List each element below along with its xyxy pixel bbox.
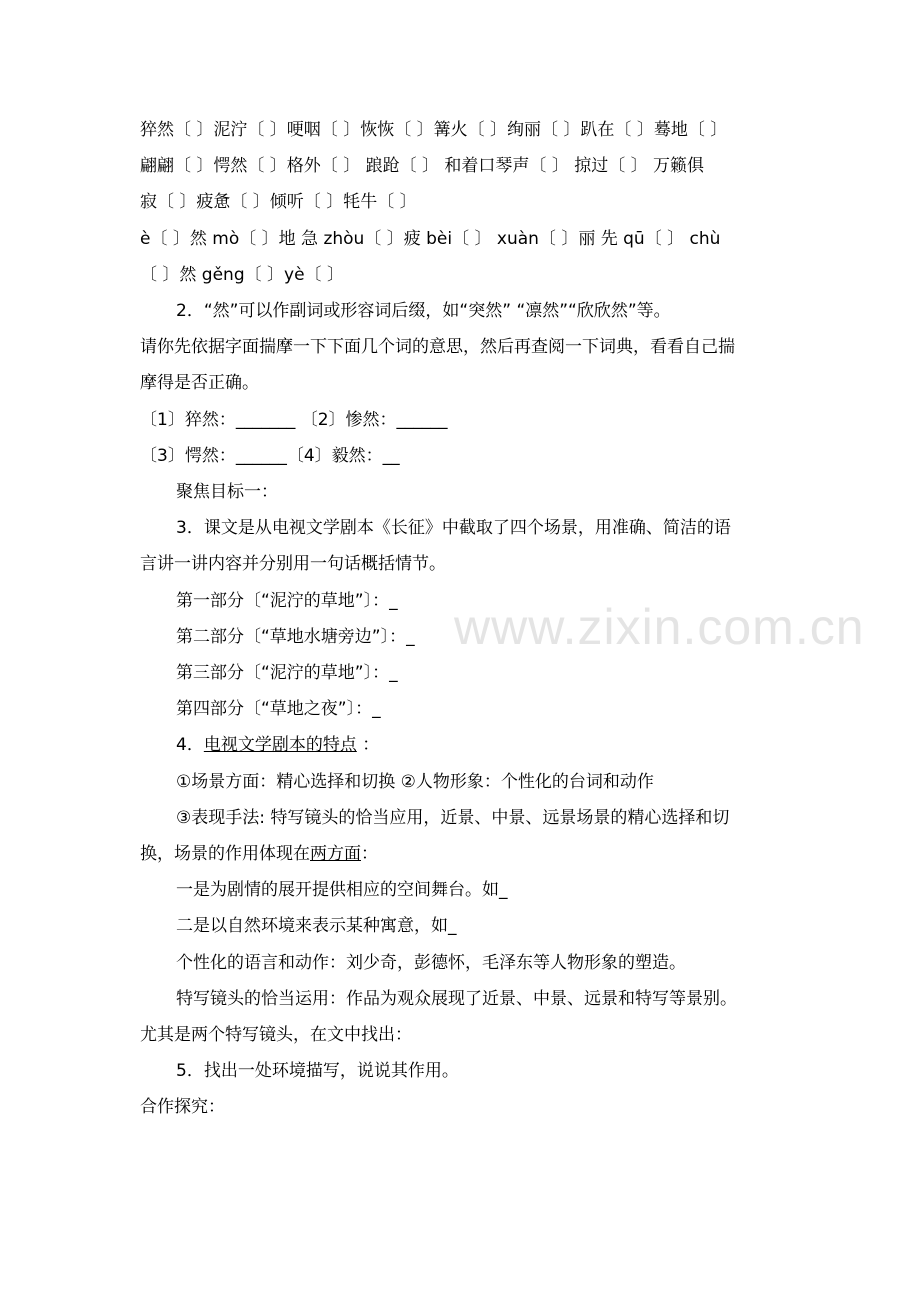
question-2: 2．“然”可以作副词或形容词后缀，如“突然” “凛然”“欣欣然”等。 — [176, 301, 671, 321]
vocab-line-1: 猝然〔 〕泥泞〔 〕哽咽〔 〕恢恢〔 〕篝火〔 〕绚丽〔 〕趴在〔 〕蓦地〔 〕 — [140, 120, 728, 140]
pinyin-line-1: è〔 〕然 mò〔 〕地 急 zhòu〔 〕疲 bèi〔 〕 xuàn〔 〕丽 先 qū〔 〕 chù — [140, 229, 721, 249]
section-heading: 聚焦目标一： — [176, 482, 278, 502]
pinyin-line-2: 〔 〕然 gěng〔 〕yè〔 〕 — [140, 265, 344, 285]
question-4-title: 电视文学剧本的特点 — [203, 735, 357, 755]
two-aspects: 两方面 — [310, 844, 361, 864]
question-4 — [176, 733, 856, 757]
aspect-1: 一是为剧情的展开提供相应的空间舞台。如_ — [176, 880, 508, 900]
part-4: 第四部分〔“草地之夜”〕：_ — [176, 699, 381, 719]
feature-3-cont-colon: ： — [361, 844, 378, 864]
question-5: 5．找出一处环境描写，说说其作用。 — [176, 1061, 459, 1081]
vocab-line-3: 寂〔 〕疲惫〔 〕倾听〔 〕牦牛〔 〕 — [140, 192, 417, 212]
question-4-colon: ： — [356, 735, 380, 755]
question-2-cont-1: 请你先依据字面揣摩一下下面几个词的意思，然后再查阅一下词典，看看自己揣 — [140, 337, 735, 357]
question-4-number: 4． — [176, 735, 204, 755]
feature-3: ③表现手法: 特写镜头的恰当应用，近景、中景、远景场景的精心选择和切 — [176, 808, 730, 828]
question-3-cont: 言讲一讲内容并分别用一句话概括情节。 — [140, 554, 446, 574]
part-2: 第二部分〔“草地水塘旁边”〕：_ — [176, 627, 415, 647]
character-language: 个性化的语言和动作：刘少奇，彭德怀，毛泽东等人物形象的塑造。 — [176, 953, 686, 973]
closeup-shots-cont: 尤其是两个特写镜头，在文中找出： — [140, 1025, 412, 1045]
question-2-cont-2: 摩得是否正确。 — [140, 373, 259, 393]
feature-1-2: ①场景方面：精心选择和切换 ②人物形象：个性化的台词和动作 — [176, 772, 654, 792]
vocab-line-2: 翩翩〔 〕愕然〔 〕格外〔 〕 踉跄〔 〕 和着口琴声〔 〕 掠过〔 〕 万籁俱 — [140, 156, 705, 176]
aspect-2: 二是以自然环境来表示某种寓意，如_ — [176, 916, 457, 936]
closeup-shots: 特写镜头的恰当运用：作品为观众展现了近景、中景、远景和特写等景别。 — [176, 989, 737, 1009]
feature-3-cont-prefix: 换，场景的作用体现在 — [140, 844, 310, 864]
watermark: www.zixin.com.cn — [454, 599, 865, 655]
feature-3-cont — [140, 842, 820, 866]
cooperative-inquiry: 合作探究： — [140, 1097, 225, 1117]
question-3: 3．课文是从电视文学剧本《长征》中截取了四个场景，用准确、简洁的语 — [176, 518, 731, 538]
answer-line-2: 〔3〕愕然：______〔4〕毅然：__ — [140, 446, 400, 466]
part-3: 第三部分〔“泥泞的草地”〕：_ — [176, 663, 398, 683]
answer-line-1: 〔1〕猝然：_______ 〔2〕惨然：______ — [140, 410, 448, 430]
part-1: 第一部分〔“泥泞的草地”〕：_ — [176, 591, 398, 611]
